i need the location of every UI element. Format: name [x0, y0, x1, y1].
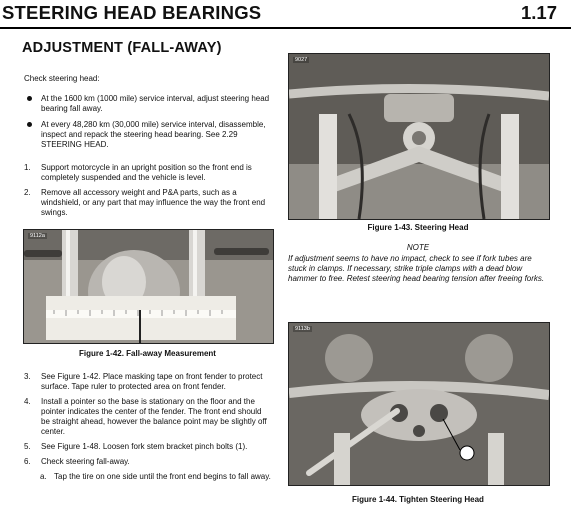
step-item [24, 457, 272, 467]
step-text: See Figure 1-42. Place masking tape on front fender to protect surface. Tape ruler to protected area on front fender. [41, 372, 263, 391]
step-number: 4. [24, 397, 31, 406]
note-heading: NOTE [406, 243, 430, 252]
bullet-dot [27, 122, 32, 127]
step-number: 1. [24, 163, 31, 172]
intro-text: Check steering head: [24, 74, 100, 83]
header-rule [0, 27, 571, 29]
figure-id-label: 9113b [295, 326, 310, 332]
figure-steering-head-photo [288, 53, 550, 220]
tighten-steering-head-illustration [289, 323, 549, 485]
step-item [24, 442, 272, 452]
step-text: Install a pointer so the base is stationary on the floor and the pointer indicates the center of the fender. The front end should be straight ahead, however the balance point may be slightly off center. [41, 397, 267, 436]
step-text: Check steering fall-away. [41, 457, 130, 466]
bullet-item [24, 94, 272, 114]
steering-head-illustration [289, 54, 549, 219]
step-number: 2. [24, 188, 31, 197]
page-header [0, 0, 571, 26]
page-number: 1.17 [520, 2, 557, 23]
step-item [24, 188, 272, 218]
step-item [24, 163, 272, 183]
figure-caption: Figure 1-43. Steering Head [367, 223, 469, 232]
step-text: See Figure 1-48. Loosen fork stem bracket pinch bolts (1). [41, 442, 248, 451]
bullet-text: At the 1600 km (1000 mile) service interval, adjust steering head bearing fall away. [41, 94, 270, 113]
bullet-item [24, 120, 272, 150]
step-item [24, 372, 272, 392]
figure-tighten-steering-head-photo [288, 322, 550, 486]
note-text: If adjustment seems to have no impact, check to see if fork tubes are stuck in clamps. If necessary, strike triple clamps with a dead blow hammer to free. Retest steering head bearing tension after freeing forks. [288, 254, 545, 283]
figure-id-label: 9027 [295, 57, 308, 63]
step-number: 3. [24, 372, 31, 381]
substep-letter: a. [40, 472, 47, 481]
step-item [24, 397, 272, 437]
figure-fall-away-photo [23, 229, 274, 344]
fall-away-illustration [24, 230, 273, 343]
section-title: ADJUSTMENT (FALL-AWAY) [22, 40, 222, 56]
step-number: 6. [24, 457, 31, 466]
step-text: Remove all accessory weight and P&A parts, such as a windshield, or any part that may influence the way the front end swings. [41, 188, 266, 217]
step-text: Support motorcycle in an upright position so the front end is completely suspended and the vehicle is level. [41, 163, 252, 182]
bullet-list [24, 94, 272, 156]
bullet-text: At every 48,280 km (30,000 mile) service interval, disassemble, inspect and repack the steering head bearing. See 2.29 STEERING HEAD. [41, 120, 266, 149]
step-number: 5. [24, 442, 31, 451]
steps-list-part2 [24, 372, 272, 482]
bullet-dot [27, 96, 32, 101]
page-title: STEERING HEAD BEARINGS [2, 2, 262, 23]
substep-text: Tap the tire on one side until the front end begins to fall away. [54, 472, 271, 481]
figure-caption: Figure 1-44. Tighten Steering Head [352, 495, 484, 504]
figure-id-label: 9112a [30, 233, 45, 239]
figure-caption: Figure 1-42. Fall-away Measurement [79, 349, 216, 358]
substep-item [24, 472, 272, 482]
steps-list-part1 [24, 163, 272, 223]
